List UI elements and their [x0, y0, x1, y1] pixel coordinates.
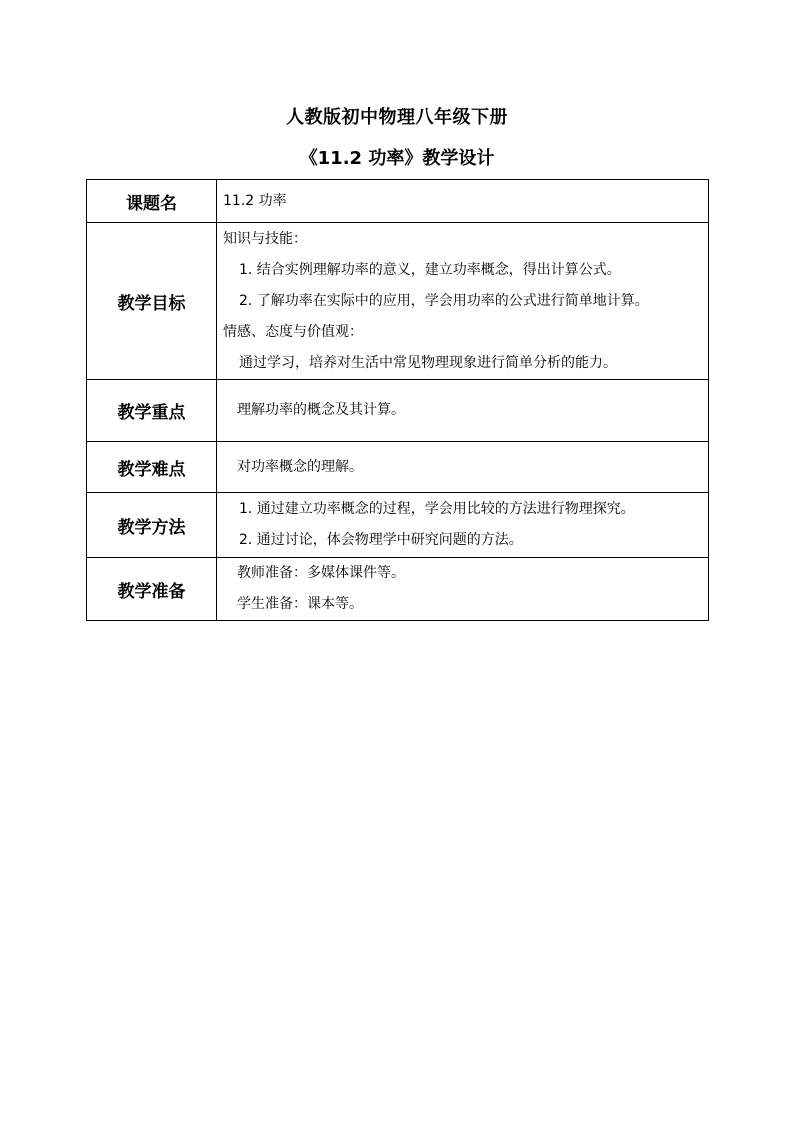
content-line: 2. 通过讨论，体会物理学中研究问题的方法。: [239, 532, 523, 548]
content-line: 1. 通过建立功率概念的过程，学会用比较的方法进行物理探究。: [239, 501, 635, 517]
row-label-topic: 课题名: [87, 180, 217, 223]
lesson-plan-table: [86, 179, 709, 621]
content-line: 知识与技能：: [223, 230, 307, 247]
content-line: 学生准备：课本等。: [237, 596, 363, 612]
row-label-key-points: 教学重点: [87, 380, 217, 442]
table-row-preparation: [87, 558, 709, 621]
table-row-topic: [87, 180, 709, 223]
row-content-key-points: [217, 380, 709, 442]
content-line: 通过学习，培养对生活中常见物理现象进行简单分析的能力。: [239, 354, 617, 371]
content-line: 2. 了解功率在实际中的应用，学会用功率的公式进行简单地计算。: [239, 292, 649, 309]
row-content-difficulties: [217, 442, 709, 493]
content-line: 1. 结合实例理解功率的意义，建立功率概念，得出计算公式。: [239, 261, 621, 278]
row-content-objectives: [217, 223, 709, 380]
content-line: 情感、态度与价值观：: [223, 323, 363, 340]
row-label-difficulties: 教学难点: [87, 442, 217, 493]
document-subtitle: 《11.2 功率》教学设计: [299, 148, 495, 169]
document-title: 人教版初中物理八年级下册: [286, 107, 508, 128]
table-row-key-points: [87, 380, 709, 442]
row-label-methods: 教学方法: [87, 493, 217, 558]
table-row-objectives: [87, 223, 709, 380]
row-content-methods: [217, 493, 709, 558]
content-line: 11.2 功率: [223, 192, 287, 209]
row-label-preparation: 教学准备: [87, 558, 217, 621]
content-line: 理解功率的概念及其计算。: [237, 402, 405, 418]
table-row-methods: [87, 493, 709, 558]
row-content-topic: [217, 180, 709, 223]
content-line: 教师准备：多媒体课件等。: [237, 565, 405, 581]
table-row-difficulties: [87, 442, 709, 493]
row-label-objectives: 教学目标: [87, 223, 217, 380]
content-line: 对功率概念的理解。: [237, 458, 363, 475]
row-content-preparation: [217, 558, 709, 621]
